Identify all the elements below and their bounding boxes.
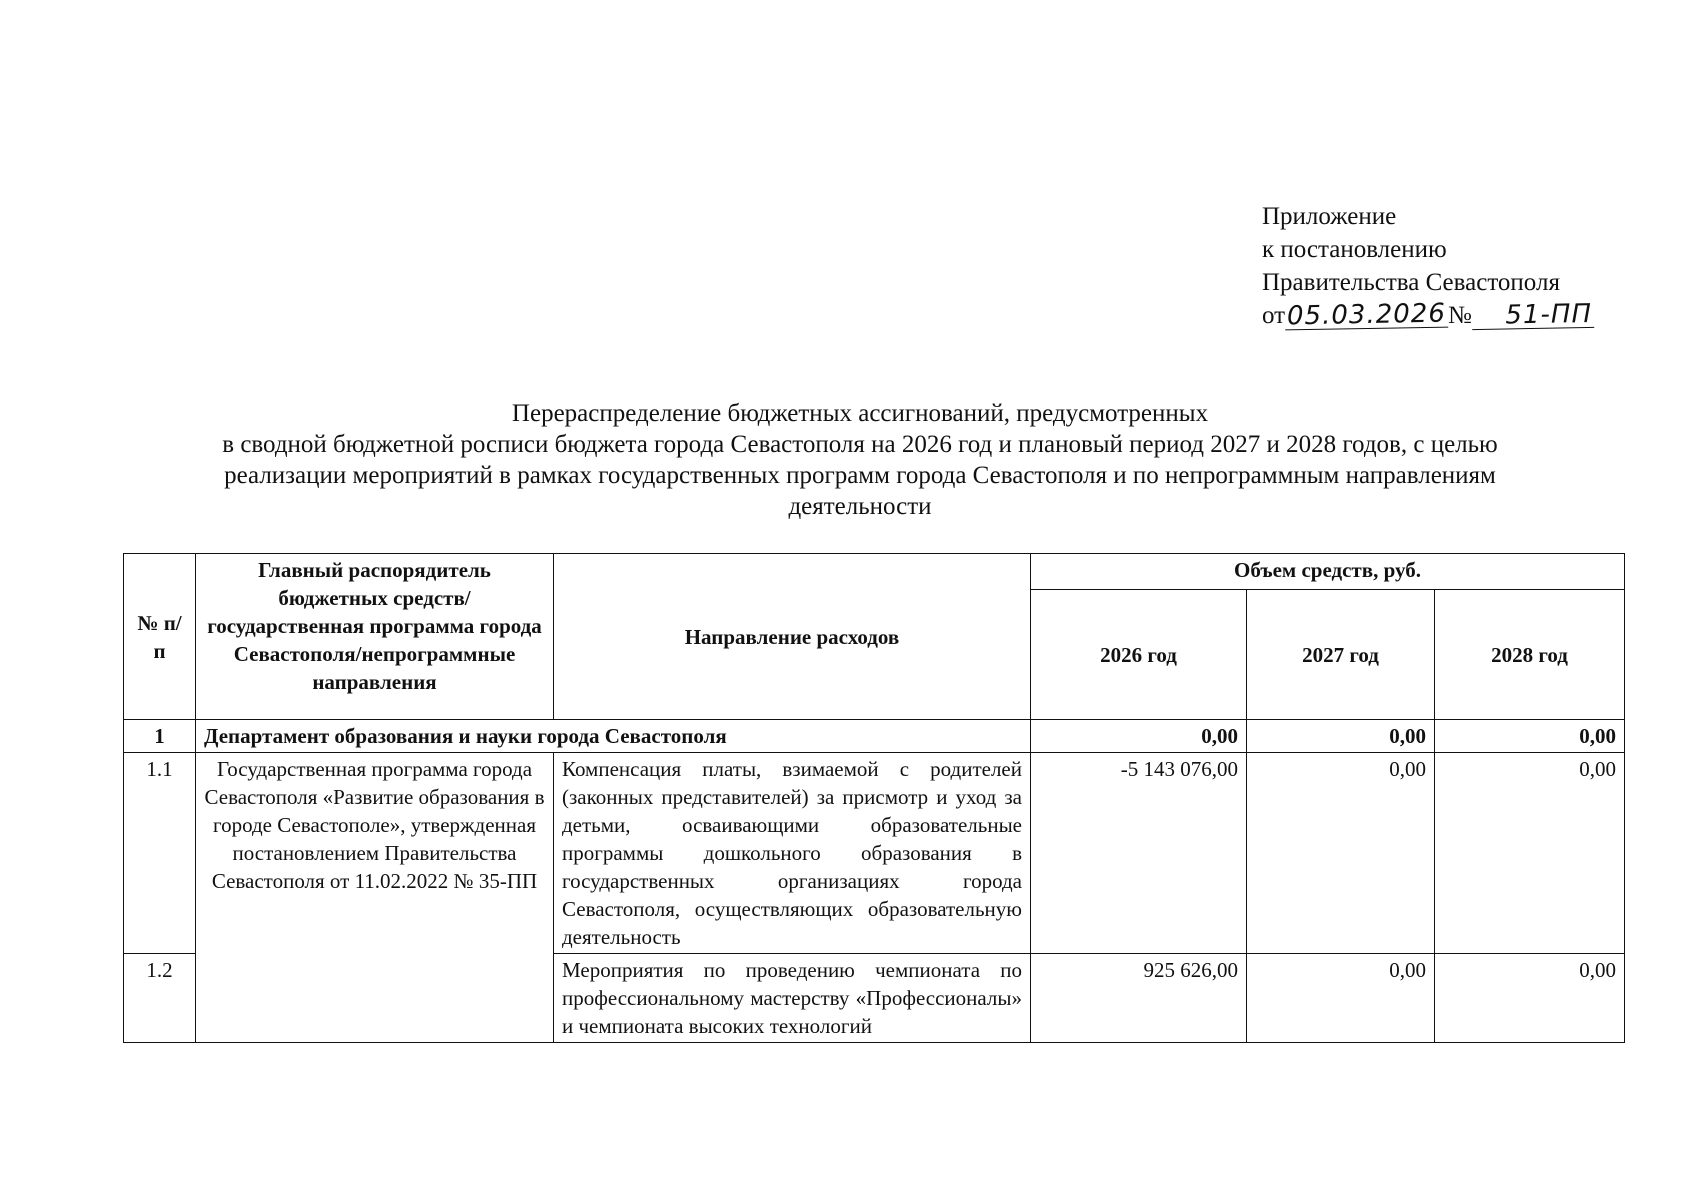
row-2028: 0,00 xyxy=(1435,753,1625,954)
row-2027: 0,00 xyxy=(1247,753,1435,954)
header-manager: Главный распорядитель бюджетных средств/государственная программа города Севастополя/непрограммные направления xyxy=(196,554,554,720)
row-2028: 0,00 xyxy=(1435,954,1625,1043)
dept-num: 1 xyxy=(124,720,196,753)
number-prefix: № xyxy=(1447,302,1472,329)
header-volume: Объем средств, руб. xyxy=(1031,554,1625,590)
appendix-government: Правительства Севастополя xyxy=(1262,269,1560,296)
dept-2027: 0,00 xyxy=(1247,720,1435,753)
header-year-2026: 2026 год xyxy=(1031,590,1247,720)
title-line-4: деятельности xyxy=(788,493,932,520)
row-2026: 925 626,00 xyxy=(1031,954,1247,1043)
row-num: 1.2 xyxy=(124,954,196,1043)
title-line-2: в сводной бюджетной росписи бюджета города Севастополя на 2026 год и плановый период 2027 и 2028 годов, с целью xyxy=(222,431,1498,458)
header-year-2028: 2028 год xyxy=(1435,590,1625,720)
header-row-top xyxy=(124,554,1625,590)
handwritten-date: 05.03.2026 xyxy=(1286,298,1447,332)
header-num: № п/п xyxy=(124,554,196,720)
row-direction: Компенсация платы, взимаемой с родителей (законных представителей) за присмотр и уход за детьми, осваивающими образовательные программы дошкольного образования в государственных организациях города Севастополя, осуществляющих образовательную деятельность xyxy=(554,753,1031,954)
table-row xyxy=(124,753,1625,954)
row-2026: -5 143 076,00 xyxy=(1031,753,1247,954)
document-title xyxy=(120,398,1600,522)
row-2027: 0,00 xyxy=(1247,954,1435,1043)
appendix-resolution: к постановлению xyxy=(1262,236,1447,263)
table-row-department xyxy=(124,720,1625,753)
dept-name: Департамент образования и науки города Севастополя xyxy=(196,720,1031,753)
title-line-3: реализации мероприятий в рамках государственных программ города Севастополя и по непрограммным направлениям xyxy=(224,462,1496,489)
header-year-2027: 2027 год xyxy=(1247,590,1435,720)
program-name: Государственная программа города Севастополя «Развитие образования в городе Севастополе», утвержденная постановлением Правительства Севастополя от 11.02.2022 № 35-ПП xyxy=(196,753,554,1043)
row-num: 1.1 xyxy=(124,753,196,954)
appendix-label: Приложение xyxy=(1262,203,1397,230)
row-direction: Мероприятия по проведению чемпионата по профессиональному мастерству «Профессионалы» и чемпионата высоких технологий xyxy=(554,954,1031,1043)
title-line-1: Перераспределение бюджетных ассигнований, предусмотренных xyxy=(511,400,1209,427)
dept-2028: 0,00 xyxy=(1435,720,1625,753)
handwritten-number: 51-ПП xyxy=(1472,301,1594,330)
header-direction: Направление расходов xyxy=(554,554,1031,720)
appendix-date-line xyxy=(1262,299,1594,332)
appendix-block xyxy=(1262,200,1594,332)
dept-2026: 0,00 xyxy=(1031,720,1247,753)
budget-table xyxy=(123,553,1625,1043)
date-prefix: от xyxy=(1262,302,1286,329)
